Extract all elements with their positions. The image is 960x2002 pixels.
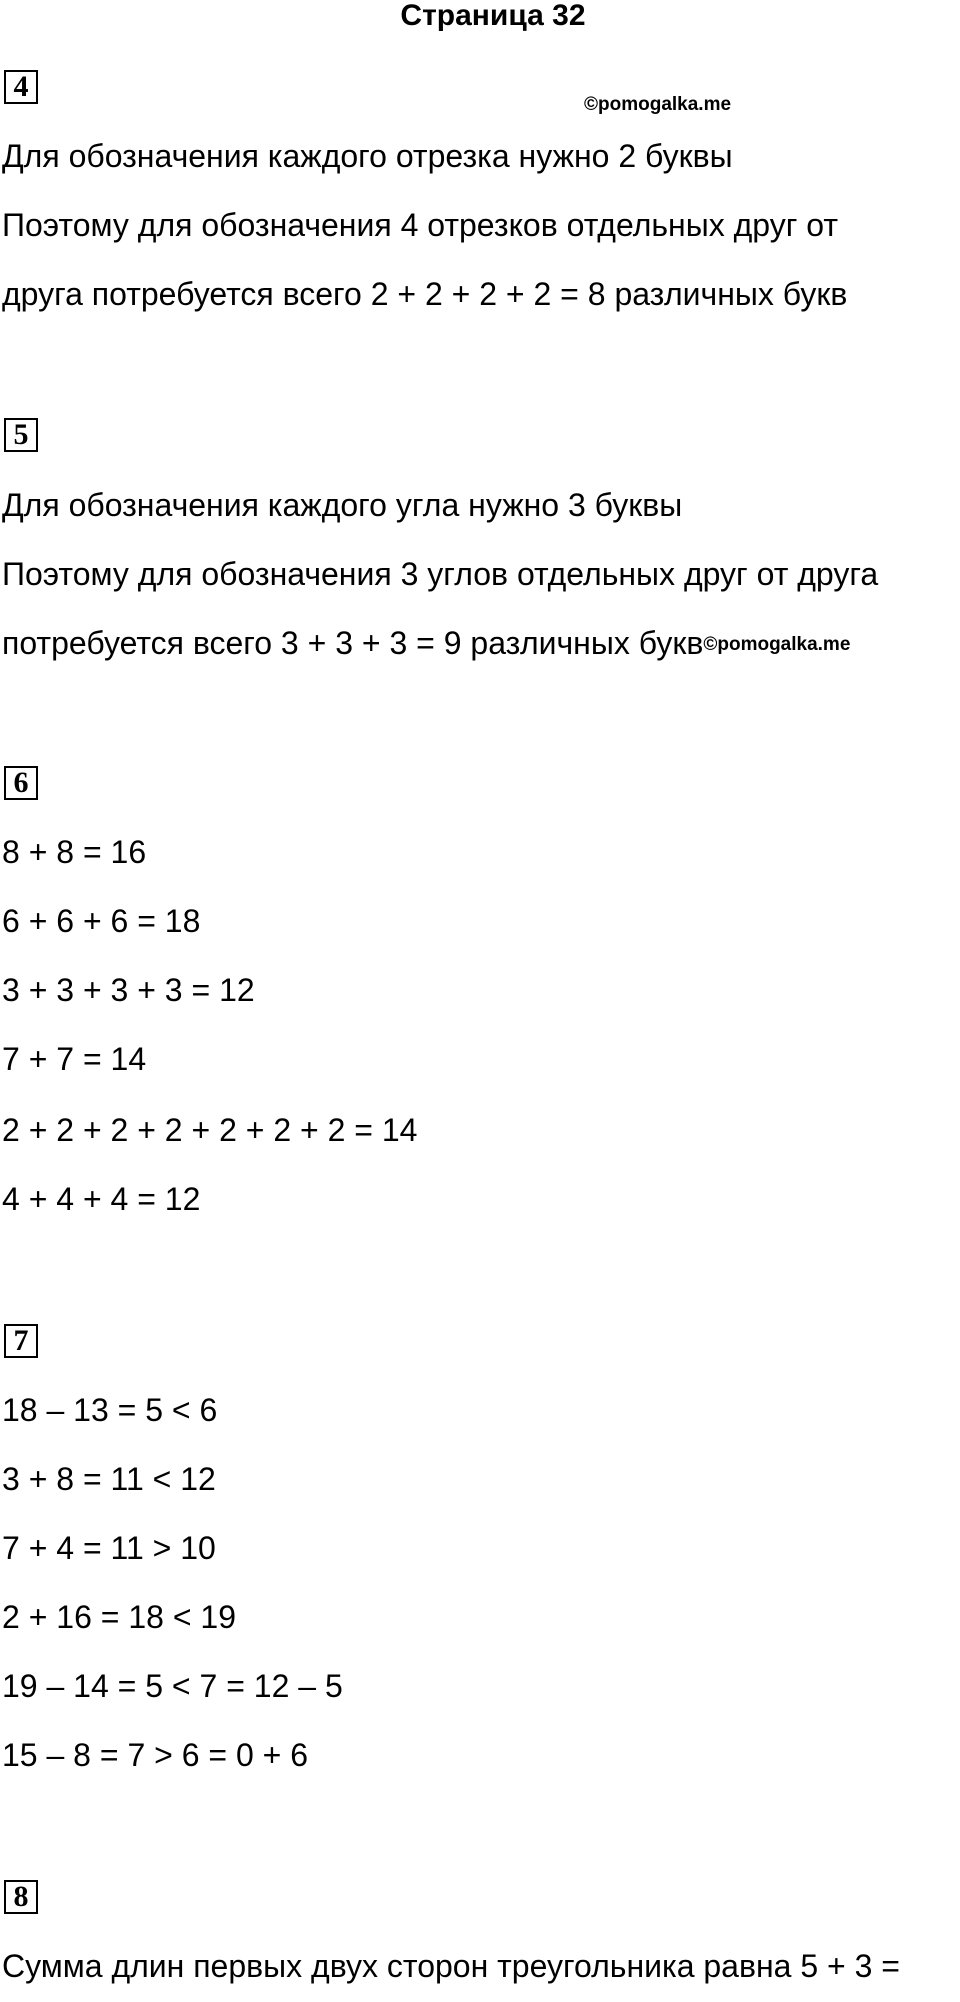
- task-5-line-3: [2, 623, 850, 665]
- task-7-line-4: 2 + 16 = 18 < 19: [2, 1599, 236, 1635]
- task-number-7: 7: [4, 1324, 38, 1358]
- task-7-line-2: 3 + 8 = 11 < 12: [2, 1461, 216, 1497]
- task-number-4: 4: [4, 70, 38, 104]
- task-6-line-3: 3 + 3 + 3 + 3 = 12: [2, 972, 255, 1008]
- task-7-line-5: 19 – 14 = 5 < 7 = 12 – 5: [2, 1668, 343, 1704]
- task-4-line-3: друга потребуется всего 2 + 2 + 2 + 2 = 8 различных букв: [2, 276, 848, 312]
- watermark-inline: ©pomogalka.me: [703, 634, 851, 655]
- task-7-line-6: 15 – 8 = 7 > 6 = 0 + 6: [2, 1737, 309, 1773]
- task-5-line-1: Для обозначения каждого угла нужно 3 буквы: [2, 487, 683, 523]
- task-4-line-1: Для обозначения каждого отрезка нужно 2 буквы: [2, 138, 733, 174]
- task-5-line-2: Поэтому для обозначения 3 углов отдельных друг от друга: [2, 556, 879, 592]
- task-4-line-2: Поэтому для обозначения 4 отрезков отдельных друг от: [2, 207, 839, 243]
- task-6-line-1: 8 + 8 = 16: [2, 834, 147, 870]
- task-6-line-4: 7 + 7 = 14: [2, 1041, 147, 1077]
- task-8-line-1: Сумма длин первых двух сторон треугольника равна 5 + 3 =: [2, 1948, 900, 1984]
- task-6-line-5: 2 + 2 + 2 + 2 + 2 + 2 + 2 = 14: [2, 1112, 418, 1148]
- task-6-line-6: 4 + 4 + 4 = 12: [2, 1181, 201, 1217]
- task-5-line-3-text: потребуется всего 3 + 3 + 3 = 9 различных букв: [2, 625, 704, 661]
- page-title: Страница 32: [400, 0, 586, 32]
- task-number-5: 5: [4, 418, 38, 452]
- task-7-line-3: 7 + 4 = 11 > 10: [2, 1530, 216, 1566]
- task-7-line-1: 18 – 13 = 5 < 6: [2, 1392, 218, 1428]
- task-number-8: 8: [4, 1880, 38, 1914]
- watermark: ©pomogalka.me: [584, 94, 732, 115]
- task-6-line-2: 6 + 6 + 6 = 18: [2, 903, 201, 939]
- task-number-6: 6: [4, 766, 38, 800]
